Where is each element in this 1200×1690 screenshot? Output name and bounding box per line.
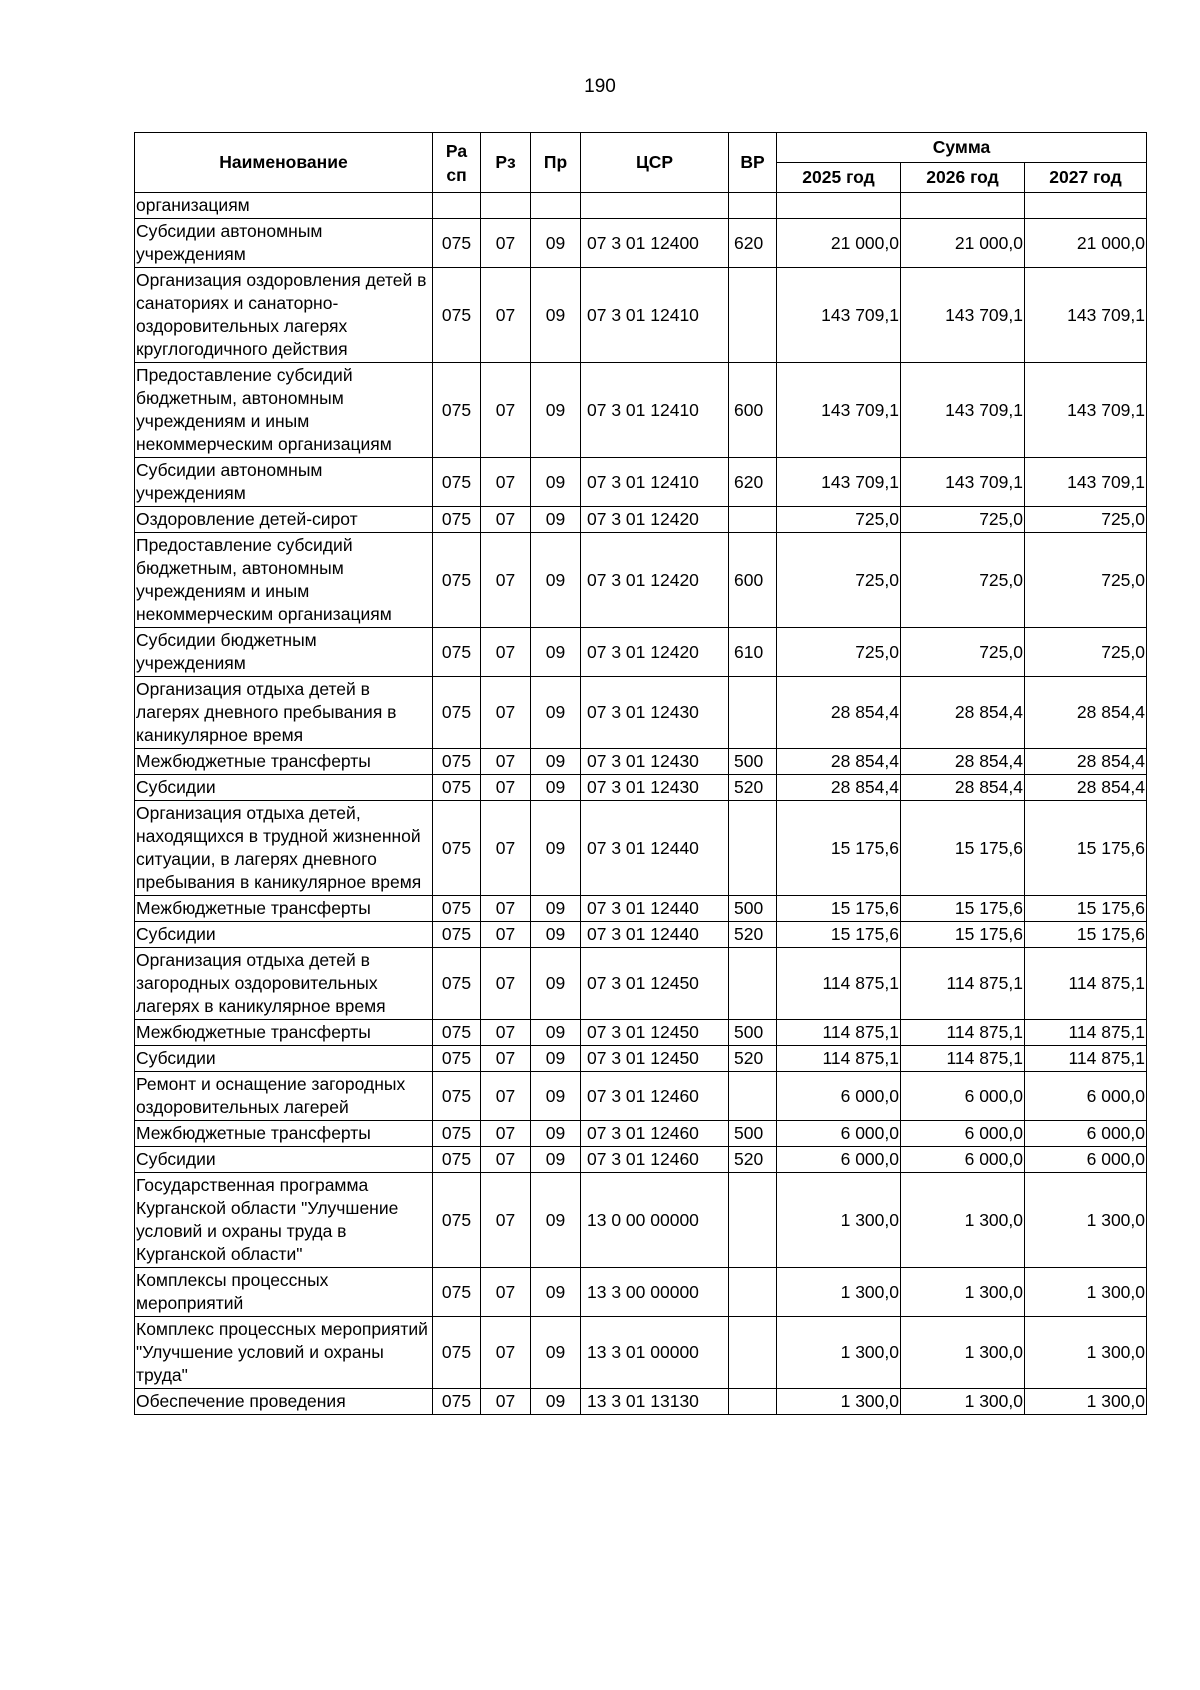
row-rasp: 075	[433, 896, 481, 922]
row-rasp	[433, 193, 481, 219]
row-csr: 13 3 01 00000	[581, 1317, 729, 1389]
table-row	[135, 896, 1147, 922]
row-csr: 07 3 01 12430	[581, 749, 729, 775]
row-csr: 07 3 01 12440	[581, 801, 729, 896]
row-amount-2027: 6 000,0	[1025, 1121, 1147, 1147]
row-amount-2025: 15 175,6	[777, 922, 901, 948]
row-name: Субсидии	[135, 775, 433, 801]
row-name: Ремонт и оснащение загородных оздоровительных лагерей	[135, 1072, 433, 1121]
row-pr: 09	[531, 749, 581, 775]
row-csr: 07 3 01 12460	[581, 1072, 729, 1121]
table-row	[135, 1389, 1147, 1415]
row-pr: 09	[531, 219, 581, 268]
row-amount-2025: 6 000,0	[777, 1121, 901, 1147]
row-csr: 07 3 01 12440	[581, 922, 729, 948]
row-amount-2027: 725,0	[1025, 507, 1147, 533]
row-pr: 09	[531, 363, 581, 458]
row-amount-2026: 15 175,6	[901, 896, 1025, 922]
row-csr: 07 3 01 12410	[581, 268, 729, 363]
row-rasp: 075	[433, 1072, 481, 1121]
row-amount-2025: 725,0	[777, 507, 901, 533]
row-amount-2027: 143 709,1	[1025, 458, 1147, 507]
row-rasp: 075	[433, 801, 481, 896]
row-amount-2026: 725,0	[901, 628, 1025, 677]
row-name: Субсидии бюджетным учреждениям	[135, 628, 433, 677]
row-pr: 09	[531, 507, 581, 533]
row-csr: 07 3 01 12430	[581, 677, 729, 749]
row-amount-2027: 28 854,4	[1025, 677, 1147, 749]
row-amount-2025: 143 709,1	[777, 363, 901, 458]
row-amount-2026: 143 709,1	[901, 458, 1025, 507]
row-rz: 07	[481, 922, 531, 948]
table-row	[135, 677, 1147, 749]
row-pr: 09	[531, 801, 581, 896]
row-rasp: 075	[433, 677, 481, 749]
row-vr	[729, 268, 777, 363]
row-rasp: 075	[433, 948, 481, 1020]
row-pr: 09	[531, 268, 581, 363]
row-name: Обеспечение проведения	[135, 1389, 433, 1415]
row-vr	[729, 1317, 777, 1389]
table-row	[135, 1268, 1147, 1317]
row-amount-2026: 1 300,0	[901, 1317, 1025, 1389]
row-pr: 09	[531, 458, 581, 507]
row-vr: 520	[729, 1046, 777, 1072]
row-vr	[729, 1389, 777, 1415]
row-csr: 07 3 01 12410	[581, 363, 729, 458]
table-row	[135, 193, 1147, 219]
row-vr	[729, 677, 777, 749]
header-vr: ВР	[729, 133, 777, 193]
row-rasp: 075	[433, 1389, 481, 1415]
row-vr	[729, 507, 777, 533]
row-name: Межбюджетные трансферты	[135, 1121, 433, 1147]
row-name: Организация отдыха детей в загородных оздоровительных лагерях в каникулярное время	[135, 948, 433, 1020]
row-csr: 13 3 01 13130	[581, 1389, 729, 1415]
row-amount-2027: 15 175,6	[1025, 896, 1147, 922]
row-csr: 07 3 01 12460	[581, 1147, 729, 1173]
row-pr: 09	[531, 1268, 581, 1317]
row-amount-2027: 725,0	[1025, 628, 1147, 677]
row-name: Субсидии	[135, 1147, 433, 1173]
row-csr: 07 3 01 12420	[581, 628, 729, 677]
row-amount-2027: 143 709,1	[1025, 268, 1147, 363]
row-name: Организация отдыха детей, находящихся в трудной жизненной ситуации, в лагерях дневного пребывания в каникулярное время	[135, 801, 433, 896]
row-vr	[729, 801, 777, 896]
row-amount-2025: 15 175,6	[777, 896, 901, 922]
row-rz	[481, 193, 531, 219]
row-pr: 09	[531, 775, 581, 801]
row-csr: 07 3 01 12450	[581, 1046, 729, 1072]
row-amount-2025: 6 000,0	[777, 1072, 901, 1121]
table-header	[135, 133, 1147, 193]
row-vr	[729, 1072, 777, 1121]
table-row	[135, 458, 1147, 507]
row-rasp: 075	[433, 458, 481, 507]
row-rasp: 075	[433, 1121, 481, 1147]
row-csr: 07 3 01 12410	[581, 458, 729, 507]
row-rz: 07	[481, 948, 531, 1020]
header-year-2027: 2027 год	[1025, 163, 1147, 193]
row-amount-2027: 15 175,6	[1025, 801, 1147, 896]
row-amount-2025: 28 854,4	[777, 677, 901, 749]
row-amount-2025: 1 300,0	[777, 1173, 901, 1268]
row-amount-2026	[901, 193, 1025, 219]
row-rz: 07	[481, 533, 531, 628]
row-name: Организация отдыха детей в лагерях дневного пребывания в каникулярное время	[135, 677, 433, 749]
row-vr: 620	[729, 219, 777, 268]
row-rz: 07	[481, 1389, 531, 1415]
row-vr: 600	[729, 533, 777, 628]
row-amount-2026: 725,0	[901, 507, 1025, 533]
row-name: Субсидии автономным учреждениям	[135, 219, 433, 268]
table-row	[135, 363, 1147, 458]
row-csr: 07 3 01 12450	[581, 948, 729, 1020]
table-row	[135, 507, 1147, 533]
header-year-2025: 2025 год	[777, 163, 901, 193]
row-amount-2025	[777, 193, 901, 219]
row-amount-2026: 114 875,1	[901, 948, 1025, 1020]
row-vr	[729, 948, 777, 1020]
row-amount-2026: 21 000,0	[901, 219, 1025, 268]
table-row	[135, 1072, 1147, 1121]
row-rz: 07	[481, 1046, 531, 1072]
row-rasp: 075	[433, 533, 481, 628]
table-row	[135, 1046, 1147, 1072]
row-csr	[581, 193, 729, 219]
row-rz: 07	[481, 219, 531, 268]
table-row	[135, 268, 1147, 363]
row-vr: 500	[729, 1020, 777, 1046]
row-amount-2026: 1 300,0	[901, 1389, 1025, 1415]
row-amount-2026: 6 000,0	[901, 1121, 1025, 1147]
row-pr: 09	[531, 948, 581, 1020]
row-csr: 07 3 01 12420	[581, 507, 729, 533]
row-vr: 520	[729, 775, 777, 801]
table-row	[135, 922, 1147, 948]
row-rz: 07	[481, 775, 531, 801]
row-pr: 09	[531, 922, 581, 948]
row-amount-2025: 143 709,1	[777, 458, 901, 507]
row-rasp: 075	[433, 749, 481, 775]
row-pr: 09	[531, 1046, 581, 1072]
page-number: 190	[584, 76, 616, 97]
row-rz: 07	[481, 896, 531, 922]
row-rasp: 075	[433, 1173, 481, 1268]
row-amount-2027: 28 854,4	[1025, 749, 1147, 775]
header-pr: Пр	[531, 133, 581, 193]
row-vr: 600	[729, 363, 777, 458]
row-csr: 07 3 01 12420	[581, 533, 729, 628]
row-pr: 09	[531, 677, 581, 749]
row-vr: 500	[729, 1121, 777, 1147]
row-rasp: 075	[433, 268, 481, 363]
row-amount-2027: 114 875,1	[1025, 1046, 1147, 1072]
row-rasp: 075	[433, 1268, 481, 1317]
table-row	[135, 1020, 1147, 1046]
row-vr: 500	[729, 896, 777, 922]
row-name: Предоставление субсидий бюджетным, автономным учреждениям и иным некоммерческим организациям	[135, 363, 433, 458]
row-vr: 520	[729, 1147, 777, 1173]
row-amount-2027: 114 875,1	[1025, 1020, 1147, 1046]
row-amount-2026: 143 709,1	[901, 268, 1025, 363]
row-csr: 13 3 00 00000	[581, 1268, 729, 1317]
row-amount-2025: 15 175,6	[777, 801, 901, 896]
row-rasp: 075	[433, 1317, 481, 1389]
row-pr: 09	[531, 896, 581, 922]
row-name: Субсидии автономным учреждениям	[135, 458, 433, 507]
row-name: Организация оздоровления детей в санаториях и санаторно-оздоровительных лагерях круглогодичного действия	[135, 268, 433, 363]
row-amount-2027: 1 300,0	[1025, 1268, 1147, 1317]
row-csr: 07 3 01 12440	[581, 896, 729, 922]
row-amount-2026: 15 175,6	[901, 801, 1025, 896]
row-vr: 620	[729, 458, 777, 507]
row-pr: 09	[531, 1121, 581, 1147]
header-sum: Сумма	[777, 133, 1147, 163]
row-pr	[531, 193, 581, 219]
row-rz: 07	[481, 1173, 531, 1268]
row-amount-2025: 28 854,4	[777, 749, 901, 775]
row-csr: 13 0 00 00000	[581, 1173, 729, 1268]
row-amount-2027	[1025, 193, 1147, 219]
row-amount-2027: 725,0	[1025, 533, 1147, 628]
row-amount-2026: 143 709,1	[901, 363, 1025, 458]
row-rz: 07	[481, 628, 531, 677]
row-pr: 09	[531, 1317, 581, 1389]
row-amount-2027: 6 000,0	[1025, 1147, 1147, 1173]
row-rasp: 075	[433, 1147, 481, 1173]
row-rasp: 075	[433, 1046, 481, 1072]
row-amount-2026: 6 000,0	[901, 1072, 1025, 1121]
row-amount-2025: 114 875,1	[777, 1046, 901, 1072]
table-row	[135, 1173, 1147, 1268]
row-amount-2027: 28 854,4	[1025, 775, 1147, 801]
header-name: Наименование	[135, 133, 433, 193]
row-csr: 07 3 01 12450	[581, 1020, 729, 1046]
row-name: Межбюджетные трансферты	[135, 749, 433, 775]
row-rasp: 075	[433, 1020, 481, 1046]
row-amount-2027: 114 875,1	[1025, 948, 1147, 1020]
row-amount-2027: 143 709,1	[1025, 363, 1147, 458]
row-csr: 07 3 01 12430	[581, 775, 729, 801]
row-amount-2027: 1 300,0	[1025, 1389, 1147, 1415]
row-pr: 09	[531, 1147, 581, 1173]
row-rasp: 075	[433, 628, 481, 677]
header-rasp: Ра сп	[433, 133, 481, 193]
row-amount-2025: 114 875,1	[777, 948, 901, 1020]
row-name: Комплексы процессных мероприятий	[135, 1268, 433, 1317]
row-rasp: 075	[433, 507, 481, 533]
row-vr: 520	[729, 922, 777, 948]
header-year-2026: 2026 год	[901, 163, 1025, 193]
row-amount-2027: 1 300,0	[1025, 1173, 1147, 1268]
budget-table	[134, 132, 1147, 1415]
row-name: Субсидии	[135, 922, 433, 948]
row-rz: 07	[481, 458, 531, 507]
row-amount-2025: 1 300,0	[777, 1317, 901, 1389]
table-row	[135, 628, 1147, 677]
table-row	[135, 1147, 1147, 1173]
row-name: Государственная программа Курганской области "Улучшение условий и охраны труда в Курганской области"	[135, 1173, 433, 1268]
row-amount-2027: 6 000,0	[1025, 1072, 1147, 1121]
row-name: Субсидии	[135, 1046, 433, 1072]
row-amount-2025: 1 300,0	[777, 1268, 901, 1317]
row-name: Предоставление субсидий бюджетным, автономным учреждениям и иным некоммерческим организациям	[135, 533, 433, 628]
row-amount-2025: 143 709,1	[777, 268, 901, 363]
row-pr: 09	[531, 628, 581, 677]
table-row	[135, 948, 1147, 1020]
row-rasp: 075	[433, 922, 481, 948]
row-amount-2025: 28 854,4	[777, 775, 901, 801]
row-amount-2026: 725,0	[901, 533, 1025, 628]
table-row	[135, 749, 1147, 775]
row-amount-2026: 1 300,0	[901, 1173, 1025, 1268]
row-name: Оздоровление детей-сирот	[135, 507, 433, 533]
row-rasp: 075	[433, 363, 481, 458]
row-amount-2025: 6 000,0	[777, 1147, 901, 1173]
row-amount-2025: 725,0	[777, 628, 901, 677]
row-vr	[729, 1268, 777, 1317]
row-rz: 07	[481, 1072, 531, 1121]
row-rz: 07	[481, 1020, 531, 1046]
row-pr: 09	[531, 1389, 581, 1415]
row-rz: 07	[481, 749, 531, 775]
row-pr: 09	[531, 533, 581, 628]
row-amount-2025: 1 300,0	[777, 1389, 901, 1415]
row-rz: 07	[481, 677, 531, 749]
row-rz: 07	[481, 1317, 531, 1389]
row-amount-2027: 21 000,0	[1025, 219, 1147, 268]
row-rz: 07	[481, 1268, 531, 1317]
row-amount-2026: 28 854,4	[901, 677, 1025, 749]
row-pr: 09	[531, 1072, 581, 1121]
table-row	[135, 219, 1147, 268]
row-rasp: 075	[433, 219, 481, 268]
row-csr: 07 3 01 12460	[581, 1121, 729, 1147]
table-body	[135, 193, 1147, 1415]
row-name: Межбюджетные трансферты	[135, 896, 433, 922]
row-rz: 07	[481, 268, 531, 363]
row-amount-2026: 114 875,1	[901, 1020, 1025, 1046]
row-name: Межбюджетные трансферты	[135, 1020, 433, 1046]
header-rz: Рз	[481, 133, 531, 193]
row-name: организациям	[135, 193, 433, 219]
row-amount-2026: 28 854,4	[901, 749, 1025, 775]
row-rasp: 075	[433, 775, 481, 801]
row-rz: 07	[481, 801, 531, 896]
table-row	[135, 1121, 1147, 1147]
table-row	[135, 775, 1147, 801]
row-amount-2027: 15 175,6	[1025, 922, 1147, 948]
table-row	[135, 533, 1147, 628]
row-name: Комплекс процессных мероприятий "Улучшение условий и охраны труда"	[135, 1317, 433, 1389]
row-amount-2025: 114 875,1	[777, 1020, 901, 1046]
row-rz: 07	[481, 507, 531, 533]
row-amount-2027: 1 300,0	[1025, 1317, 1147, 1389]
row-amount-2026: 28 854,4	[901, 775, 1025, 801]
row-amount-2026: 6 000,0	[901, 1147, 1025, 1173]
row-vr: 610	[729, 628, 777, 677]
row-rz: 07	[481, 363, 531, 458]
row-amount-2026: 1 300,0	[901, 1268, 1025, 1317]
row-rz: 07	[481, 1121, 531, 1147]
row-amount-2025: 725,0	[777, 533, 901, 628]
row-vr	[729, 1173, 777, 1268]
row-csr: 07 3 01 12400	[581, 219, 729, 268]
row-amount-2026: 15 175,6	[901, 922, 1025, 948]
row-rz: 07	[481, 1147, 531, 1173]
table-row	[135, 801, 1147, 896]
table-row	[135, 1317, 1147, 1389]
header-csr: ЦСР	[581, 133, 729, 193]
row-vr	[729, 193, 777, 219]
row-amount-2025: 21 000,0	[777, 219, 901, 268]
row-amount-2026: 114 875,1	[901, 1046, 1025, 1072]
row-pr: 09	[531, 1020, 581, 1046]
row-pr: 09	[531, 1173, 581, 1268]
row-vr: 500	[729, 749, 777, 775]
